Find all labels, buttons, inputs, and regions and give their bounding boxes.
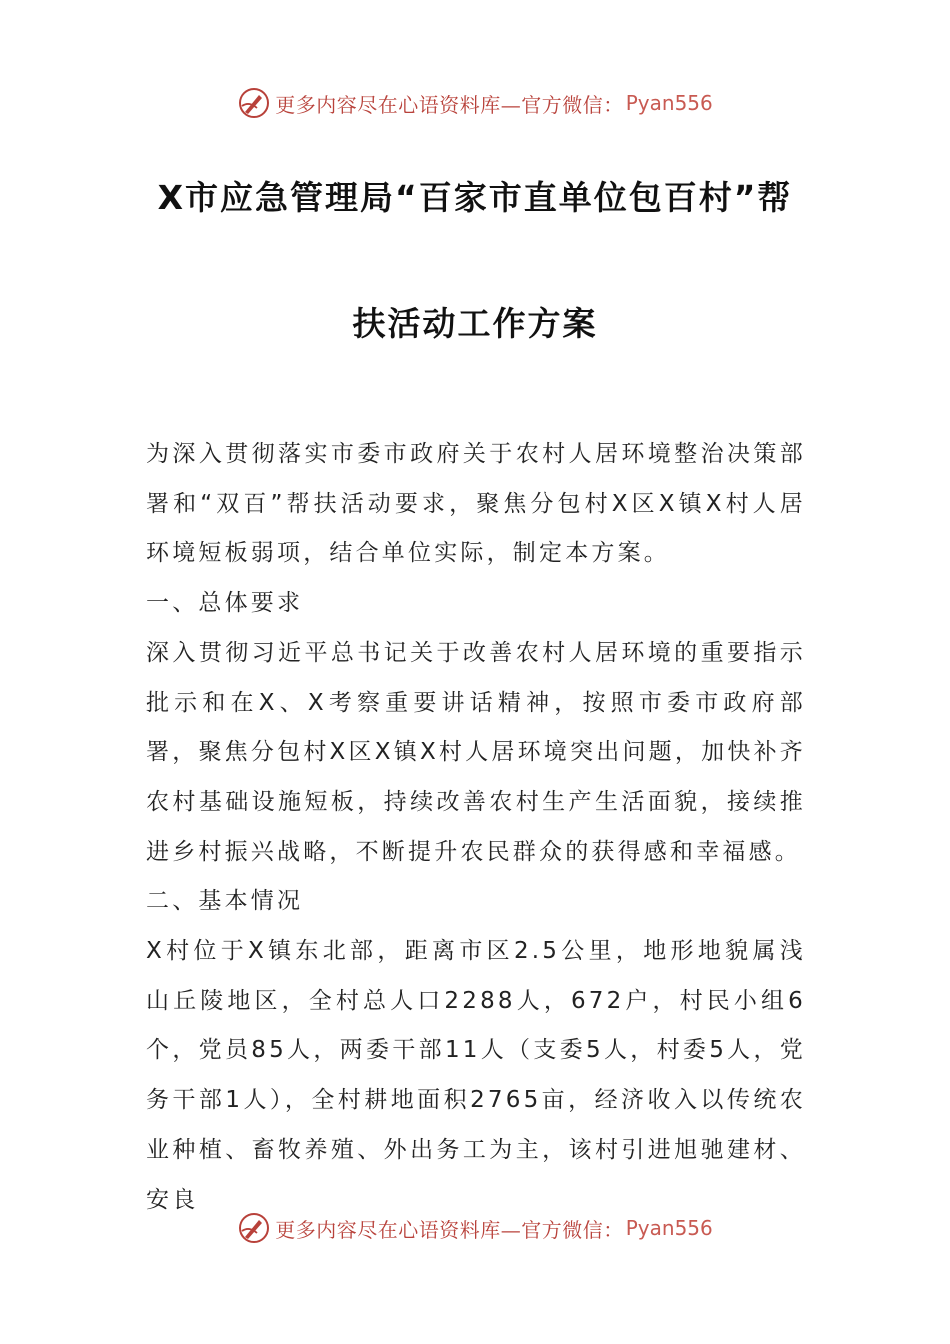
document-body bbox=[146, 430, 806, 1225]
watermark-text: 更多内容尽在心语资料库—官方微信： bbox=[275, 1217, 624, 1242]
section-2-paragraph: X村位于X镇东北部，距离市区2.5公里，地形地貌属浅山丘陵地区，全村总人口2288人，672户，村民小组6个，党员85人，两委干部11人（支委5人，村委5人，党务干部1人），全村耕地面积2765亩，经济收入以传统农业种植、畜牧养殖、外出务工为主，该村引进旭驰建材、安良 bbox=[146, 938, 806, 1213]
intro-paragraph: 为深入贯彻落实市委市政府关于农村人居环境整治决策部署和“双百”帮扶活动要求，聚焦分包村X区X镇X村人居环境短板弱项，结合单位实际，制定本方案。 bbox=[146, 441, 806, 567]
section-heading-1: 一、总体要求 bbox=[146, 590, 304, 617]
document-title-line-1: X市应急管理局“百家市直单位包百村”帮 bbox=[157, 178, 793, 217]
watermark-text: 更多内容尽在心语资料库—官方微信： bbox=[275, 92, 624, 117]
section-heading-2: 二、基本情况 bbox=[146, 888, 304, 915]
section-1-paragraph: 深入贯彻习近平总书记关于改善农村人居环境的重要指示批示和在X、X考察重要讲话精神，按照市委市政府部署，聚焦分包村X区X镇X村人居环境突出问题，加快补齐农村基础设施短板，持续改善农村生产生活面貌，接续推进乡村振兴战略，不断提升农民群众的获得感和幸福感。 bbox=[146, 639, 806, 865]
watermark-banner-bottom bbox=[0, 1208, 950, 1248]
watermark-banner-top bbox=[0, 83, 950, 123]
document-title-line-2: 扶活动工作方案 bbox=[352, 304, 598, 343]
pen-logo-icon bbox=[237, 1211, 271, 1245]
pen-logo-icon bbox=[237, 86, 271, 120]
watermark-wechat-id: Pyan556 bbox=[625, 91, 713, 115]
watermark-wechat-id: Pyan556 bbox=[625, 1216, 713, 1240]
